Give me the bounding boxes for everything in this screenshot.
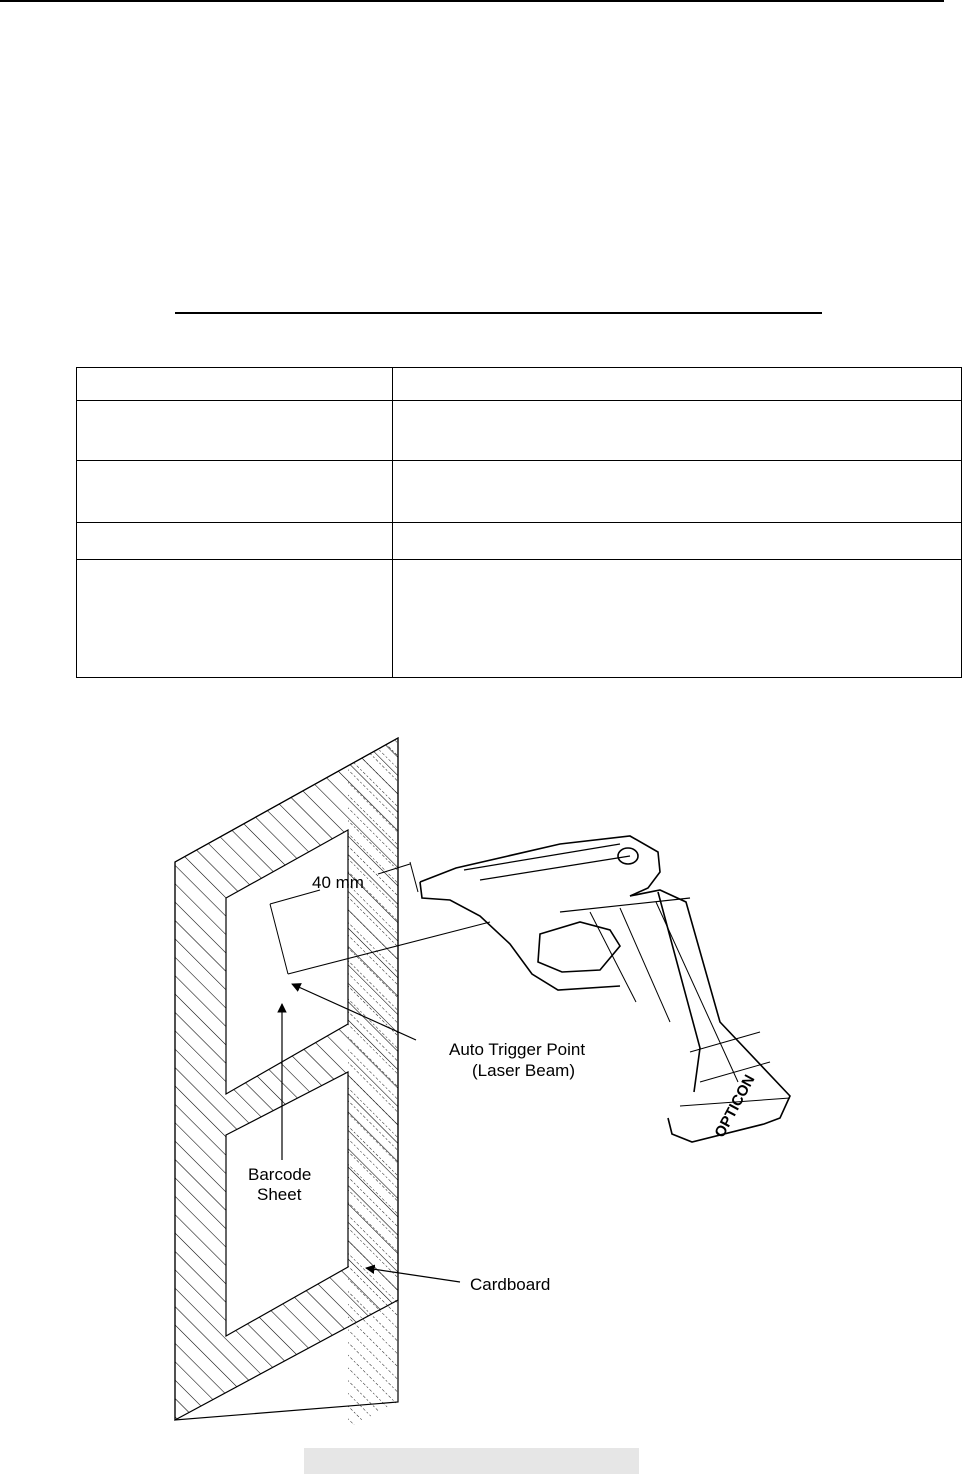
table-row — [77, 401, 962, 461]
table-cell-value — [393, 560, 962, 678]
barcode-sheet-label-line2: Sheet — [257, 1185, 302, 1204]
table-cell-label — [77, 560, 393, 678]
dimension-label: 40 mm — [312, 873, 364, 892]
table-row — [77, 523, 962, 560]
table-cell-label — [77, 523, 393, 560]
table-cell-label — [77, 401, 393, 461]
table-cell-value — [393, 368, 962, 401]
auto-trigger-label-line2: (Laser Beam) — [472, 1061, 575, 1080]
table-cell-value — [393, 401, 962, 461]
table-row — [77, 560, 962, 678]
table-cell-value — [393, 461, 962, 523]
section-heading-underline — [175, 312, 822, 314]
table-cell-label — [77, 461, 393, 523]
header-rule — [0, 0, 944, 2]
specification-table — [76, 367, 962, 678]
table-cell-value — [393, 523, 962, 560]
table-cell-label — [77, 368, 393, 401]
figure-caption-bar — [304, 1448, 639, 1474]
cardboard-label: Cardboard — [470, 1275, 551, 1294]
table-row — [77, 461, 962, 523]
barcode-sheet-label-line1: Barcode — [248, 1165, 312, 1184]
auto-trigger-setup-figure — [160, 722, 810, 1432]
auto-trigger-label-line1: Auto Trigger Point — [449, 1040, 586, 1059]
table-row — [77, 368, 962, 401]
scanner-brand-logo: OPTICON — [711, 1072, 759, 1141]
dimension-tick — [410, 862, 418, 892]
cardboard-side-edge — [348, 738, 398, 1428]
